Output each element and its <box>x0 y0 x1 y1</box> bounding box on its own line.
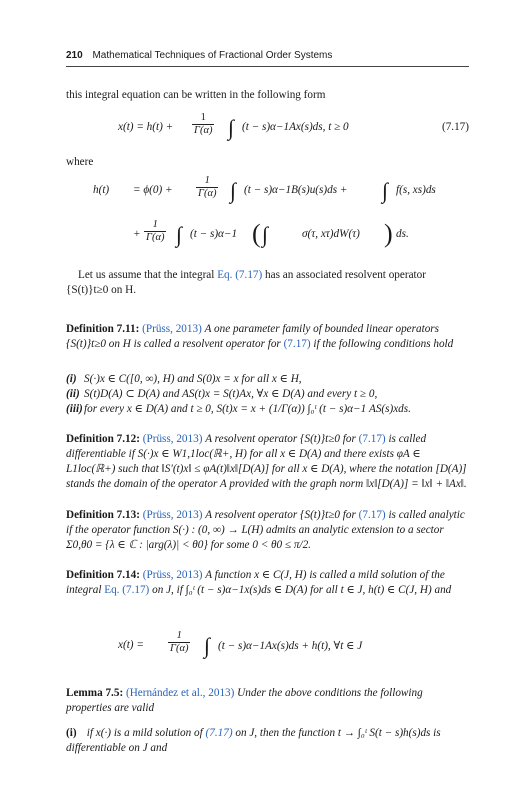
definition-7-12 <box>66 432 469 492</box>
fraction-denominator: Γ(α) <box>194 125 213 136</box>
equation-link[interactable]: Eq. (7.17) <box>104 584 150 596</box>
item-label: (i) <box>66 727 77 739</box>
fraction-numerator: 1 <box>168 630 190 643</box>
mild-eq-fraction <box>168 630 190 655</box>
definition-label: Definition 7.12: <box>66 433 140 445</box>
fraction-denominator: Γ(α) <box>170 643 189 654</box>
lemma-item <box>66 726 469 756</box>
left-paren: ( <box>252 219 261 248</box>
integral-sign: ∫ <box>228 115 235 140</box>
equation-link[interactable]: (7.17) <box>358 509 386 521</box>
definition-7-14 <box>66 568 469 598</box>
definition-text: A resolvent operator {S(t)}t≥0 for <box>205 509 356 521</box>
book-title: Mathematical Techniques of Fractional Order Systems <box>92 50 333 61</box>
right-paren: ) <box>384 219 393 248</box>
lemma-text: Under the above conditions the following properties are valid <box>66 687 423 714</box>
integral-sign: ∫ <box>382 178 389 203</box>
resolvent-paragraph <box>66 268 469 298</box>
item-text: for every x ∈ D(A) and t ≥ 0, S(t)x = x + (1/Γ(α)) ∫₀ᵗ (t − s)α−1 AS(s)xds. <box>84 403 411 415</box>
item-label: (ii) <box>66 388 80 400</box>
fraction-denominator: Γ(α) <box>198 188 217 199</box>
definition-label: Definition 7.11: <box>66 323 140 335</box>
equation-7-17 <box>66 110 469 144</box>
integral-sign: ∫ <box>204 633 211 658</box>
fraction-denominator: Γ(α) <box>146 232 165 243</box>
mild-eq-lhs: x(t) = <box>118 639 144 651</box>
page-header <box>66 50 332 61</box>
h-lhs: h(t) <box>93 184 110 196</box>
item-label: (i) <box>66 373 77 385</box>
item-text: S(·)x ∈ C([0, ∞), H) and S(0)x = x for all x ∈ H, <box>84 373 302 385</box>
para-text: has an associated resolvent operator {S(t)}t≥0 on H. <box>66 269 426 296</box>
integral-sign: ∫ <box>176 222 183 247</box>
citation-link[interactable]: (Prüss, 2013) <box>142 323 202 335</box>
equation-link[interactable]: Eq. (7.17) <box>217 269 263 281</box>
h-line1b: (t − s)α−1B(s)u(s)ds + <box>244 184 348 196</box>
citation-link[interactable]: (Prüss, 2013) <box>142 509 203 521</box>
definition-text: A resolvent operator {S(t)}t≥0 for <box>205 433 356 445</box>
h-definition <box>66 172 469 252</box>
header-rule <box>66 66 469 67</box>
citation-link[interactable]: (Prüss, 2013) <box>142 569 203 581</box>
definition-text: on J, if ∫₀ᵗ (t − s)α−1x(s)ds ∈ D(A) for all t ∈ J, h(t) ∈ C(J, H) and <box>152 584 452 596</box>
h-line1: = ϕ(0) + <box>133 184 173 196</box>
list-item <box>66 372 469 386</box>
definition-text: is called differentiable if S(·)x ∈ W1,1loc(ℝ+, H) for all x ∈ D(A) and there exists φA ∈ L1loc(ℝ+) such that ‖S′(t)x‖ ≤ φA(t)‖x‖[D(A)] for all x ∈ D(A), where the notation [D(A)] stands the domain of the operator A provided with the graph norm ‖x‖[D(A)] = ‖x‖ + ‖Ax‖. <box>66 433 467 490</box>
equation-link[interactable]: (7.17) <box>283 338 311 350</box>
h-line2-plus: + <box>133 228 141 240</box>
item-text: if x(·) is a mild solution of <box>86 727 203 739</box>
citation-link[interactable]: (Hernández et al., 2013) <box>125 687 235 699</box>
fraction-numerator: 1 <box>144 219 166 232</box>
definition-text: if the following conditions hold <box>313 338 454 350</box>
para-text: Let us assume that the integral <box>78 269 215 281</box>
fraction-numerator: 1 <box>196 175 218 188</box>
lemma-7-5 <box>66 686 469 716</box>
h-line1c: f(s, xs)ds <box>396 184 436 196</box>
h-line2b: (t − s)α−1 <box>190 228 238 240</box>
eq-fraction <box>192 112 214 137</box>
equation-link[interactable]: (7.17) <box>205 727 233 739</box>
definition-7-13 <box>66 508 469 553</box>
eq-lhs: x(t) = h(t) + <box>118 121 174 133</box>
fraction-numerator: 1 <box>192 112 214 125</box>
h-line2d: ds. <box>396 228 409 240</box>
equation-number: (7.17) <box>441 121 469 133</box>
list-item <box>66 402 469 416</box>
integral-sign: ∫ <box>262 222 269 247</box>
intro-text: this integral equation can be written in the following form <box>66 89 326 101</box>
h-fraction-1 <box>196 175 218 200</box>
citation-link[interactable]: (Prüss, 2013) <box>142 433 203 445</box>
mild-eq-rest: (t − s)α−1Ax(s)ds + h(t), ∀t ∈ J <box>218 640 363 652</box>
definition-7-11 <box>66 322 469 352</box>
equation-link[interactable]: (7.17) <box>358 433 386 445</box>
eq-integrand: (t − s)α−1Ax(s)ds, t ≥ 0 <box>242 121 349 133</box>
integral-sign: ∫ <box>230 178 237 203</box>
definition-text: A function x ∈ C(J, H) is called a mild solution of the integral <box>66 569 445 596</box>
mild-solution-equation <box>66 628 469 662</box>
where-text: where <box>66 156 94 168</box>
h-line2c: σ(τ, xτ)dW(τ) <box>302 228 360 240</box>
lemma-label: Lemma 7.5: <box>66 687 124 699</box>
item-label: (iii) <box>66 403 83 415</box>
page-number: 210 <box>66 50 83 61</box>
item-text: S(t)D(A) ⊂ D(A) and AS(t)x = S(t)Ax, ∀x ∈ D(A) and every t ≥ 0, <box>84 388 378 400</box>
list-item <box>66 387 469 401</box>
definition-text: A one parameter family of bounded linear operators {S(t)}t≥0 on H is called a resolvent operator for <box>66 323 440 350</box>
h-fraction-2 <box>144 219 166 244</box>
item-text: on J, then the function t → ∫₀ᵗ S(t − s)h(s)ds is differentiable on J and <box>66 727 441 754</box>
definition-label: Definition 7.13: <box>66 509 140 521</box>
definition-text: is called analytic if the operator function S(·) : (0, ∞) → L(H) admits an analytic extension to a sector Σ0,θ0 = {λ ∈ ℂ : |arg(λ)| < θ0} for some 0 < θ0 ≤ π/2. <box>66 509 465 551</box>
definition-label: Definition 7.14: <box>66 569 140 581</box>
